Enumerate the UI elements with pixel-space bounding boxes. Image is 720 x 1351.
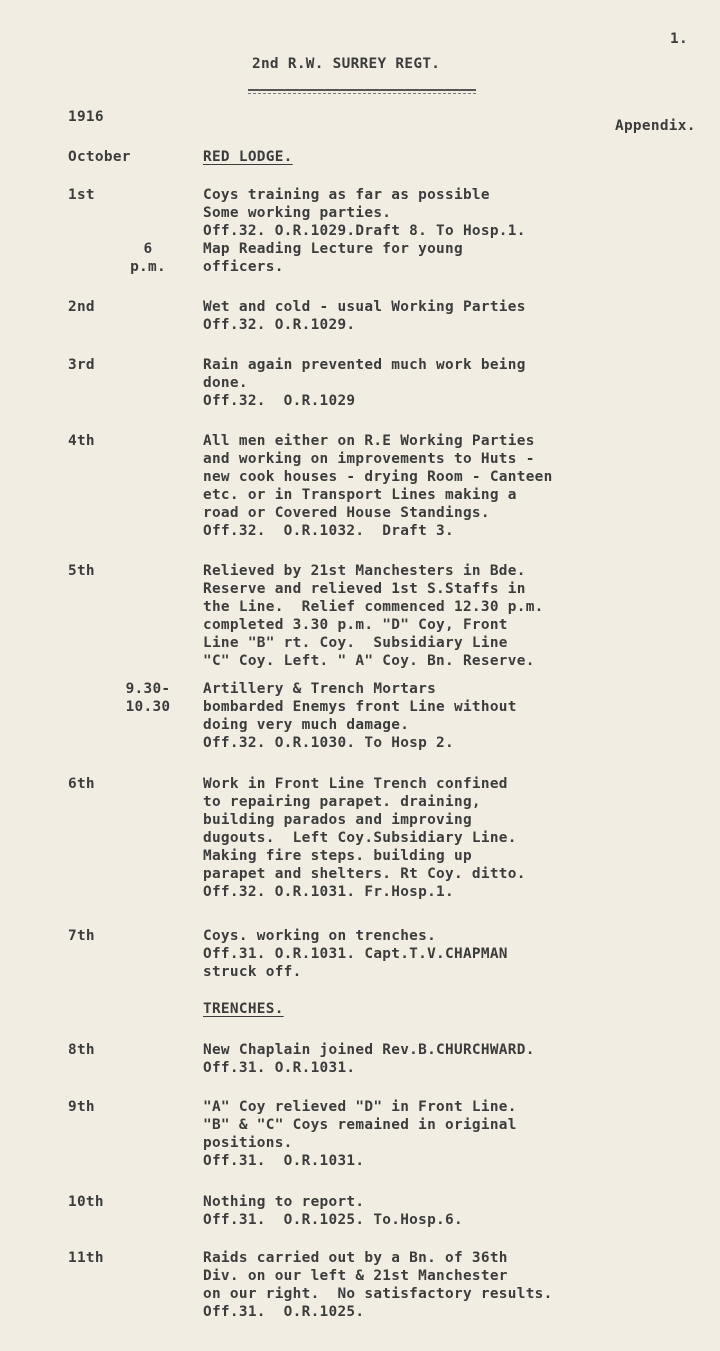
entry-line: Rain again prevented much work being [203, 357, 526, 373]
entry-line: Coys. working on trenches. [203, 928, 437, 944]
entry-date: 5th [68, 563, 95, 579]
entry-line: Work in Front Line Trench confined [203, 776, 508, 792]
entry-line: Off.31. O.R.1031. Capt.T.V.CHAPMAN [203, 946, 508, 962]
entry-line: struck off. [203, 964, 302, 980]
entry-line: the Line. Relief commenced 12.30 p.m. [203, 599, 544, 615]
entry-date: 2nd [68, 299, 95, 315]
entry-line: Off.32. O.R.1030. To Hosp 2. [203, 735, 454, 751]
entry-date: 3rd [68, 357, 95, 373]
entry-line: Reserve and relieved 1st S.Staffs in [203, 581, 526, 597]
entry-line: Off.31. O.R.1031. [203, 1060, 356, 1076]
entry-line: "B" & "C" Coys remained in original [203, 1117, 517, 1133]
title-underline [248, 89, 476, 91]
entry-line: and working on improvements to Huts - [203, 451, 535, 467]
entry-line: All men either on R.E Working Parties [203, 433, 535, 449]
month: October [68, 149, 131, 165]
entry-line: Map Reading Lecture for young [203, 241, 463, 257]
entry-line: Off.31. O.R.1025. To.Hosp.6. [203, 1212, 463, 1228]
entry-line: road or Covered House Standings. [203, 505, 490, 521]
entry-line: Coys training as far as possible [203, 187, 490, 203]
entry-line: Off.31. O.R.1031. [203, 1153, 365, 1169]
entry-line: completed 3.30 p.m. "D" Coy, Front [203, 617, 508, 633]
entry-line: "A" Coy relieved "D" in Front Line. [203, 1099, 517, 1115]
entry-date: 1st [68, 187, 95, 203]
entry-line: positions. [203, 1135, 293, 1151]
entry-line: Off.32. O.R.1029. [203, 317, 356, 333]
entry-date: 9th [68, 1099, 95, 1115]
entry-line: Off.32. O.R.1032. Draft 3. [203, 523, 454, 539]
document-title: 2nd R.W. SURREY REGT. [252, 56, 441, 72]
entry-date: 4th [68, 433, 95, 449]
entry-line: officers. [203, 259, 284, 275]
entry-time: p.m. [130, 259, 166, 275]
entry-line: dugouts. Left Coy.Subsidiary Line. [203, 830, 517, 846]
entry-date: 6th [68, 776, 95, 792]
entry-time: 10.30 [125, 699, 171, 715]
entry-line: Off.32. O.R.1029.Draft 8. To Hosp.1. [203, 223, 526, 239]
year: 1916 [68, 109, 104, 125]
entry-line: Making fire steps. building up [203, 848, 472, 864]
entry-time: 9.30- [125, 681, 171, 697]
section-heading-red-lodge: RED LODGE. [203, 149, 293, 165]
entry-line: Some working parties. [203, 205, 392, 221]
entry-date: 10th [68, 1194, 104, 1210]
entry-date: 11th [68, 1250, 104, 1266]
title-underline-dashed [248, 93, 476, 94]
entry-line: on our right. No satisfactory results. [203, 1286, 553, 1302]
entry-line: Off.32. O.R.1029 [203, 393, 356, 409]
entry-date: 8th [68, 1042, 95, 1058]
appendix-label: Appendix. [615, 118, 696, 134]
entry-line: Off.32. O.R.1031. Fr.Hosp.1. [203, 884, 454, 900]
section-heading-trenches: TRENCHES. [203, 1001, 284, 1017]
entry-line: bombarded Enemys front Line without [203, 699, 517, 715]
entry-line: Div. on our left & 21st Manchester [203, 1268, 508, 1284]
entry-date: 7th [68, 928, 95, 944]
entry-line: Off.31. O.R.1025. [203, 1304, 365, 1320]
entry-line: New Chaplain joined Rev.B.CHURCHWARD. [203, 1042, 535, 1058]
entry-line: Line "B" rt. Coy. Subsidiary Line [203, 635, 508, 651]
entry-line: doing very much damage. [203, 717, 410, 733]
entry-line: Relieved by 21st Manchesters in Bde. [203, 563, 526, 579]
entry-line: Raids carried out by a Bn. of 36th [203, 1250, 508, 1266]
entry-line: Wet and cold - usual Working Parties [203, 299, 526, 315]
entry-line: to repairing parapet. draining, [203, 794, 481, 810]
entry-line: new cook houses - drying Room - Canteen [203, 469, 553, 485]
page-number: 1. [670, 31, 688, 47]
entry-time: 6 [143, 241, 153, 257]
entry-line: "C" Coy. Left. " A" Coy. Bn. Reserve. [203, 653, 535, 669]
entry-line: etc. or in Transport Lines making a [203, 487, 517, 503]
entry-line: done. [203, 375, 248, 391]
entry-line: parapet and shelters. Rt Coy. ditto. [203, 866, 526, 882]
entry-line: Nothing to report. [203, 1194, 365, 1210]
entry-line: building parados and improving [203, 812, 472, 828]
entry-line: Artillery & Trench Mortars [203, 681, 437, 697]
